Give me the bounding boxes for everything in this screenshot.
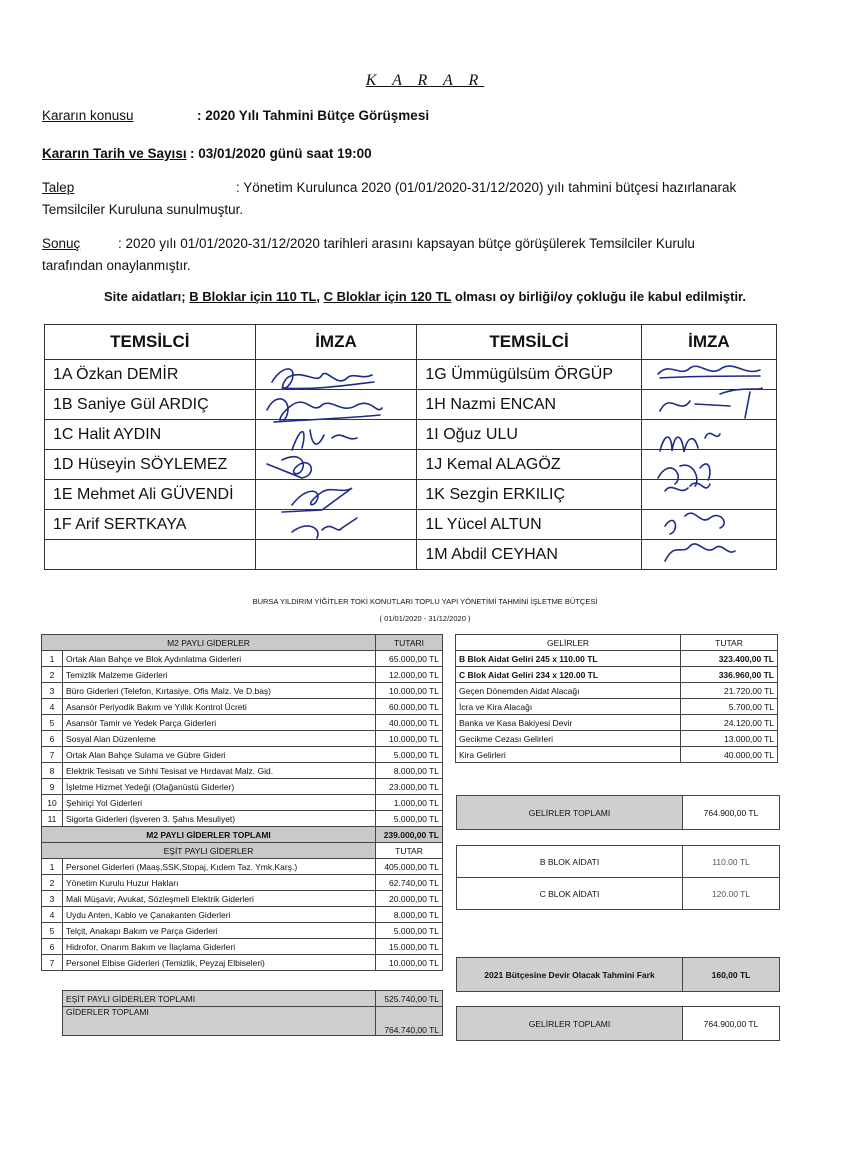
table-row: 7 Ortak Alan Bahçe Sulama ve Gübre Gideri 5.000,00 TL [42, 747, 443, 763]
signature-cell [255, 420, 417, 450]
table-row: İcra ve Kira Alacağı 5.700,00 TL [456, 699, 778, 715]
m2-expenses-table [41, 634, 443, 971]
signature-cell [641, 480, 776, 510]
table-row: 3 Büro Giderleri (Telefon, Kırtasiye, Ofis Malz. Ve D.baş) 10.000,00 TL [42, 683, 443, 699]
signature-cell [641, 420, 776, 450]
member-left: 1B Saniye Gül ARDIÇ [45, 390, 256, 420]
sonuc-paragraph [42, 233, 770, 277]
signature-row [45, 390, 777, 420]
karar-tarih-line [42, 146, 372, 161]
table-row: 4 Asansör Periyodik Bakım ve Yıllık Kontrol Ücreti 60.000,00 TL [42, 699, 443, 715]
c-block-fee: C Bloklar için 120 TL [323, 289, 452, 304]
b-aidat-label: B BLOK AİDATI [539, 856, 600, 867]
budget-title: BURSA YILDIRIM YİĞİTLER TOKİ KONUTLARI TOPLU YAPI YÖNETİMİ TAHMİNİ İŞLETME BÜTÇESİ [252, 597, 598, 606]
signature-row [45, 540, 777, 570]
table-row: 8 Elektrik Tesisatı ve Sıhhi Tesisat ve Hırdavat Malz. Gid. 8.000,00 TL [42, 763, 443, 779]
member-left-empty [45, 540, 256, 570]
signature-cell [255, 510, 417, 540]
member-left: 1D Hüseyin SÖYLEMEZ [45, 450, 256, 480]
table-row: 9 İşletme Hizmet Yedeği (Olağanüstü Giderler) 23.000,00 TL [42, 779, 443, 795]
expense-totals-table [62, 990, 443, 1036]
table-row: 2 Temizlik Malzeme Giderleri 12.000,00 TL [42, 667, 443, 683]
signature-row [45, 450, 777, 480]
table-row: 6 Hidrofor, Onarım Bakım ve İlaçlama Giderleri 15.000,00 TL [42, 939, 443, 955]
talep-text: : Yönetim Kurulunca 2020 (01/01/2020-31/12/2020) yılı tahmini bütçesi hazırlanarak [236, 180, 737, 195]
tarih-value: : 03/01/2020 günü saat 19:00 [190, 146, 372, 161]
member-left: 1A Özkan DEMİR [45, 360, 256, 390]
signature-row [45, 510, 777, 540]
signature-cell [255, 360, 417, 390]
table-row: 4 Uydu Anten, Kablo ve Çanakanten Giderleri 8.000,00 TL [42, 907, 443, 923]
carryover-label: 2021 Bütçesine Devir Olacak Tahmini Fark [484, 969, 655, 980]
table-row: 11 Sigorta Giderleri (İşveren 3. Şahıs Mesuliyet) 5.000,00 TL [42, 811, 443, 827]
giderler-total-row: GİDERLER TOPLAMI 764.740,00 TL [63, 1007, 443, 1036]
member-right: 1G Ümmügülsüm ÖRGÜP [417, 360, 641, 390]
member-left: 1F Arif SERTKAYA [45, 510, 256, 540]
sonuc-label: Sonuç [42, 236, 81, 251]
income-total-box-2 [456, 1006, 780, 1041]
carryover-box [456, 957, 780, 992]
budget-period: ( 01/01/2020 - 31/12/2020 ) [379, 614, 471, 623]
col-imza-right: İMZA [641, 325, 776, 360]
col-imza-left: İMZA [255, 325, 417, 360]
signature-cell [255, 540, 417, 570]
esit-total-row: EŞİT PAYLI GİDERLER TOPLAMI 525.740,00 TL [63, 991, 443, 1007]
table-row: Kira Gelirleri 40.000,00 TL [456, 747, 778, 763]
signature-cell [641, 450, 776, 480]
talep-label: Talep [42, 180, 75, 195]
signature-cell [641, 540, 776, 570]
signature-cell [255, 480, 417, 510]
document-title: K A R A R [365, 72, 485, 89]
table-row: 7 Personel Elbise Giderleri (Temizlik, Peyzaj Elbiseleri) 10.000,00 TL [42, 955, 443, 971]
signature-row [45, 480, 777, 510]
signature-row [45, 420, 777, 450]
member-right: 1J Kemal ALAGÖZ [417, 450, 641, 480]
b-block-fee: B Bloklar için 110 TL [189, 289, 317, 304]
table-row: 1 Ortak Alan Bahçe ve Blok Aydınlatma Giderleri 65.000,00 TL [42, 651, 443, 667]
member-right: 1L Yücel ALTUN [417, 510, 641, 540]
income-total-value-2: 764.900,00 TL [682, 1007, 779, 1040]
sonuc-text2: tarafından onaylanmıştır. [42, 258, 191, 273]
konu-label: Kararın konusu [42, 108, 134, 123]
income-total-box [456, 795, 780, 830]
table-row: B Blok Aidat Geliri 245 x 110.00 TL 323.400,00 TL [456, 651, 778, 667]
tutari-header: TUTARI [376, 635, 443, 651]
tarih-label: Kararın Tarih ve Sayısı [42, 146, 187, 161]
table-row: 5 Telçit, Anakapı Bakım ve Parça Giderleri 5.000,00 TL [42, 923, 443, 939]
income-total-label: GELİRLER TOPLAMI [528, 807, 611, 818]
sonuc-text: : 2020 yılı 01/01/2020-31/12/2020 tarihleri arasını kapsayan bütçe görüşülerek Temsilciler Kurulu [118, 236, 695, 251]
income-total-value: 764.900,00 TL [682, 796, 779, 829]
carryover-value: 160,00 TL [682, 958, 779, 991]
table-row: 5 Asansör Tamir ve Yedek Parça Giderleri 40.000,00 TL [42, 715, 443, 731]
m2-header: M2 PAYLI GİDERLER [42, 635, 376, 651]
col-temsilci-left: TEMSİLCİ [45, 325, 256, 360]
col-temsilci-right: TEMSİLCİ [417, 325, 641, 360]
table-row: 6 Sosyal Alan Düzenleme 10.000,00 TL [42, 731, 443, 747]
table-row: Gecikme Cezası Gelirleri 13.000,00 TL [456, 731, 778, 747]
signature-cell [255, 450, 417, 480]
talep-paragraph [42, 177, 770, 221]
tutar-header: TUTAR [376, 843, 443, 859]
table-row: Geçen Dönemden Aidat Alacağı 21.720,00 TL [456, 683, 778, 699]
karar-konu-line [42, 108, 429, 123]
konu-value: : 2020 Yılı Tahmini Bütçe Görüşmesi [197, 108, 430, 123]
table-row: 2 Yönetim Kurulu Huzur Hakları 62.740,00 TL [42, 875, 443, 891]
table-row: 1 Personel Giderleri (Maaş,SSK,Stopaj, Kıdem Taz. Ymk.Karş.) 405.000,00 TL [42, 859, 443, 875]
signature-table [44, 324, 777, 570]
decision-statement: Site aidatları; B Bloklar için 110 TL, C Bloklar için 120 TL olması oy birliği/oy çokluğu ile kabul edilmiştir. [103, 289, 747, 304]
table-row: Banka ve Kasa Bakiyesi Devir 24.120,00 TL [456, 715, 778, 731]
member-left: 1C Halit AYDIN [45, 420, 256, 450]
aidat-box [456, 845, 780, 910]
member-right: 1H Nazmi ENCAN [417, 390, 641, 420]
member-right: 1M Abdil CEYHAN [417, 540, 641, 570]
member-left: 1E Mehmet Ali GÜVENDİ [45, 480, 256, 510]
talep-text2: Temsilciler Kuruluna sunulmuştur. [42, 202, 244, 217]
c-aidat-label: C BLOK AİDATI [539, 888, 600, 899]
income-total-label-2: GELİRLER TOPLAMI [528, 1018, 611, 1029]
signature-row [45, 360, 777, 390]
signature-cell [641, 360, 776, 390]
signature-cell [641, 510, 776, 540]
signature-cell [255, 390, 417, 420]
member-right: 1I Oğuz ULU [417, 420, 641, 450]
signature-cell [641, 390, 776, 420]
esit-header: EŞİT PAYLI GİDERLER [42, 843, 376, 859]
table-row: 10 Şehiriçi Yol Giderleri 1.000,00 TL [42, 795, 443, 811]
c-aidat-value: 120.00 TL [682, 878, 779, 909]
income-table [455, 634, 778, 763]
table-row: 3 Mali Müşavir, Avukat, Sözleşmeli Elektrik Giderleri 20.000,00 TL [42, 891, 443, 907]
m2-total-row: M2 PAYLI GİDERLER TOPLAMI 239.000,00 TL [42, 827, 443, 843]
b-aidat-value: 110.00 TL [682, 846, 779, 877]
member-right: 1K Sezgin ERKILIÇ [417, 480, 641, 510]
gelirler-header: GELİRLER [456, 635, 681, 651]
table-row: C Blok Aidat Geliri 234 x 120.00 TL 336.960,00 TL [456, 667, 778, 683]
gelir-tutar-header: TUTAR [681, 635, 778, 651]
